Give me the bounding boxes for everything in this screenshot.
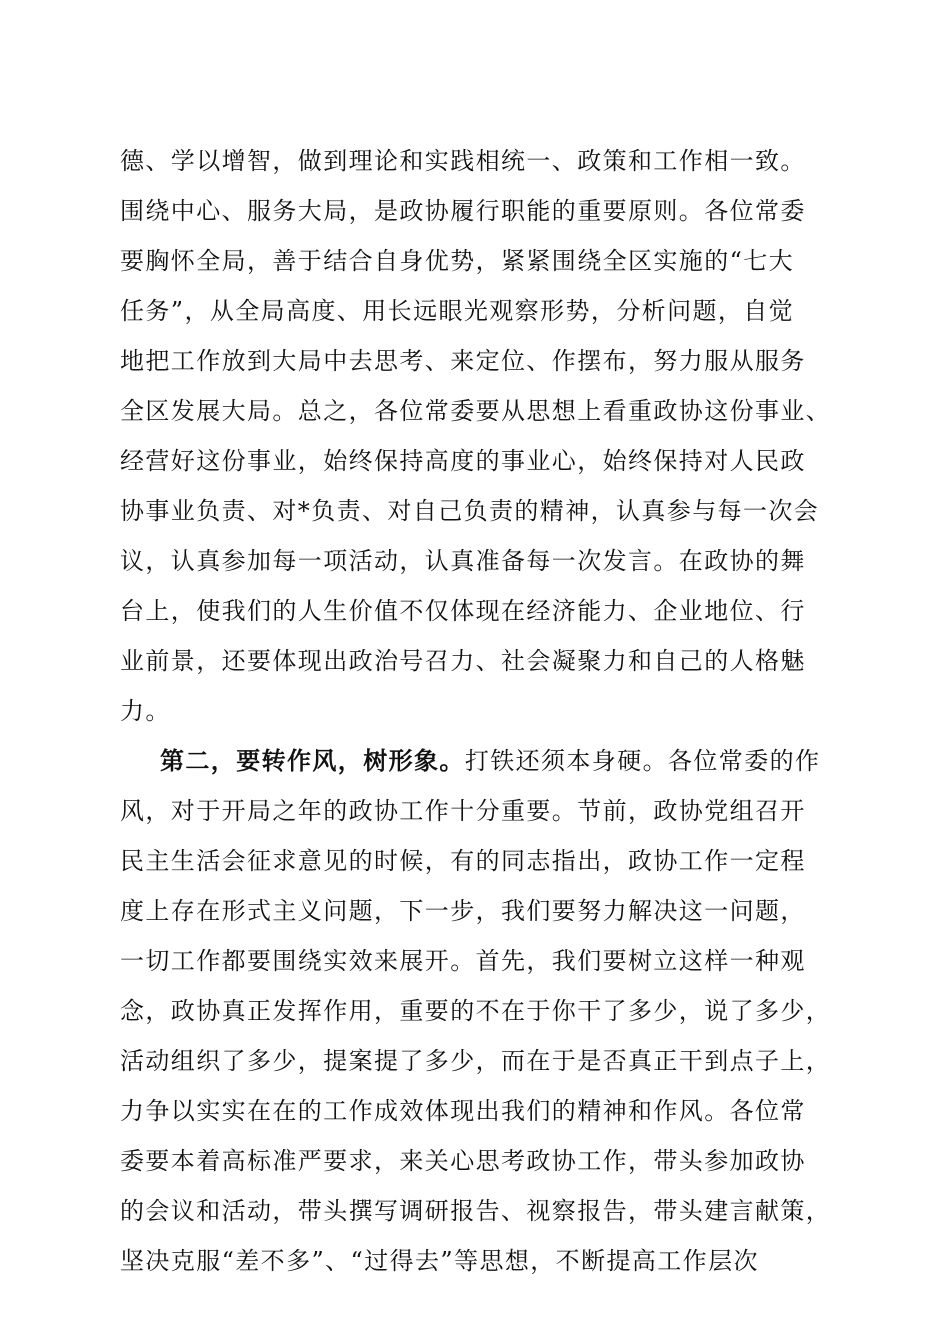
text-line: 委要本着高标准严要求，来关心思考政协工作，带头参加政协 bbox=[120, 1147, 806, 1175]
text-line: 的会议和活动，带头撰写调研报告、视察报告，带头建言献策， bbox=[120, 1197, 832, 1225]
text-line: 协事业负责、对*负责、对自己负责的精神，认真参与每一次会 bbox=[120, 497, 820, 525]
text-line: 力。 bbox=[120, 697, 171, 725]
text-line: 念，政协真正发挥作用，重要的不在于你干了多少，说了多少， bbox=[120, 997, 832, 1025]
text-line: 风，对于开局之年的政协工作十分重要。节前，政协党组召开 bbox=[120, 797, 806, 825]
text-line: 经营好这份事业，始终保持高度的事业心，始终保持对人民政 bbox=[120, 447, 806, 475]
text-line: 地把工作放到大局中去思考、来定位、作摆布，努力服从服务 bbox=[120, 347, 806, 375]
section-heading: 第二，要转作风，树形象。 bbox=[160, 746, 465, 775]
text-line: 德、学以增智，做到理论和实践相统一、政策和工作相一致。 bbox=[120, 147, 806, 175]
paragraph-2 bbox=[120, 736, 840, 1286]
text-line: 要胸怀全局，善于结合自身优势，紧紧围绕全区实施的“七大 bbox=[120, 247, 795, 275]
text-line: 坚决克服“差不多”、“过得去”等思想，不断提高工作层次 bbox=[120, 1247, 759, 1275]
text-line: 任务”，从全局高度、用长远眼光观察形势，分析问题，自觉 bbox=[120, 297, 795, 325]
paragraph-first-line bbox=[120, 736, 840, 786]
text-line: 力争以实实在在的工作成效体现出我们的精神和作风。各位常 bbox=[120, 1097, 806, 1125]
text-run: 打铁还须本身硬。各位常委的作 bbox=[464, 747, 821, 775]
text-line: 围绕中心、服务大局，是政协履行职能的重要原则。各位常委 bbox=[120, 197, 806, 225]
text-line: 议，认真参加每一项活动，认真准备每一次发言。在政协的舞 bbox=[120, 547, 806, 575]
text-line: 民主生活会征求意见的时候，有的同志指出，政协工作一定程 bbox=[120, 847, 806, 875]
paragraph-1 bbox=[120, 136, 840, 736]
body-text bbox=[120, 136, 840, 1286]
text-line: 全区发展大局。总之，各位常委要从思想上看重政协这份事业、 bbox=[120, 397, 832, 425]
text-line: 活动组织了多少，提案提了多少，而在于是否真正干到点子上， bbox=[120, 1047, 832, 1075]
text-line: 度上存在形式主义问题，下一步，我们要努力解决这一问题， bbox=[120, 897, 806, 925]
text-line: 一切工作都要围绕实效来展开。首先，我们要树立这样一种观 bbox=[120, 947, 806, 975]
text-line: 业前景，还要体现出政治号召力、社会凝聚力和自己的人格魅 bbox=[120, 647, 806, 675]
text-line: 台上，使我们的人生价值不仅体现在经济能力、企业地位、行 bbox=[120, 597, 806, 625]
